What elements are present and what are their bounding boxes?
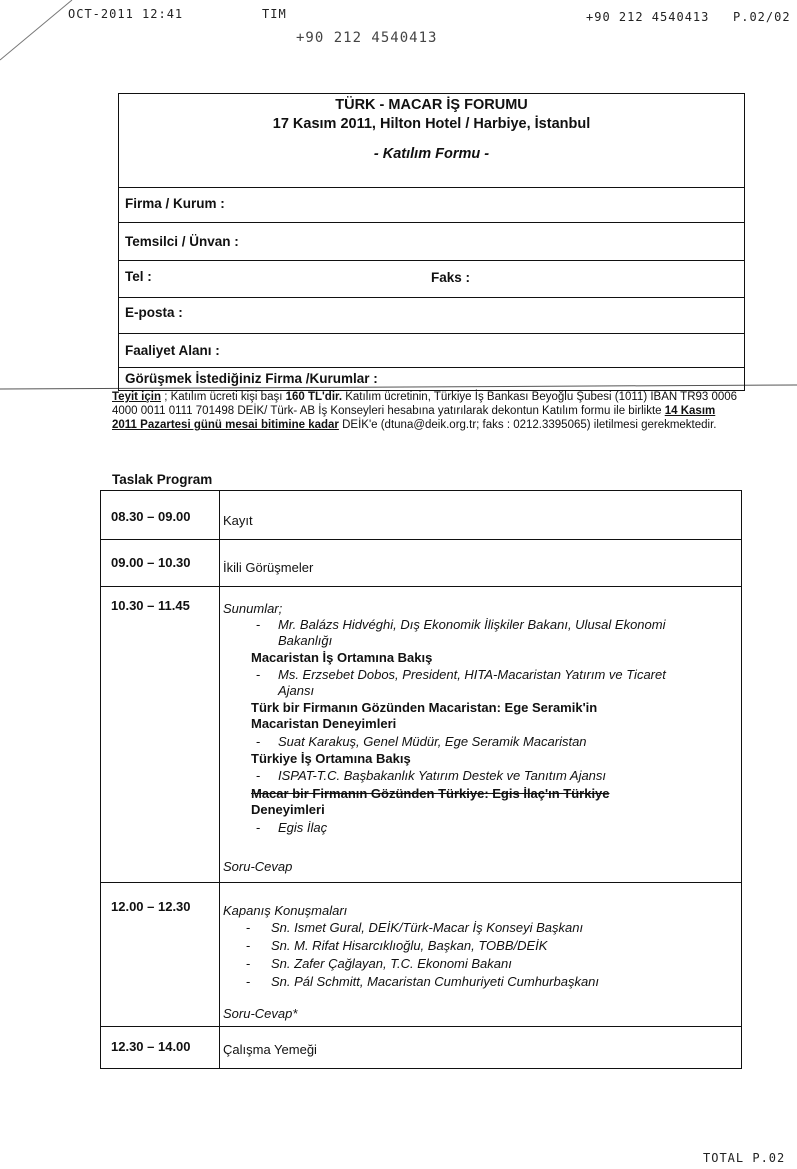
note-text-2: Katılım ücretinin, Türkiye İş Bankası Beyoğlu Şubesi (1011) IBAN TR93 0006 4000 0011 0111 701498 DEİK/ Türk- AB İş Konseyleri hesabına yatırılarak dekontun Katılım formu ile birlikte bbox=[112, 391, 738, 417]
faaliyet-label: Faaliyet Alanı : bbox=[125, 343, 220, 358]
closing-intro: Kapanış Konuşmaları bbox=[223, 903, 348, 918]
sunumlar-intro: Sunumlar; bbox=[223, 601, 283, 616]
form-title: TÜRK - MACAR İŞ FORUMU bbox=[335, 97, 528, 113]
row-time: 08.30 – 09.00 bbox=[111, 509, 191, 524]
note-fee: 160 TL'dir. bbox=[285, 391, 343, 403]
session-heading: Türk bir Firmanın Gözünden Macaristan: Ege Seramik'in bbox=[251, 700, 598, 715]
row-title: Kayıt bbox=[223, 513, 253, 528]
column-divider bbox=[219, 883, 220, 1026]
note-text-3: DEİK'e (dtuna@deik.org.tr; faks : 0212.3395065) iletilmesi gerekmektedir. bbox=[338, 419, 717, 431]
fax-scan-line bbox=[0, 0, 80, 70]
row-title: Çalışma Yemeği bbox=[223, 1042, 317, 1057]
speaker-line: Egis İlaç bbox=[278, 820, 328, 835]
speaker-line: Bakanlığı bbox=[278, 633, 333, 648]
row-time: 10.30 – 11.45 bbox=[111, 598, 190, 613]
temsilci-field[interactable] bbox=[119, 222, 744, 260]
session-heading: Türkiye İş Ortamına Bakış bbox=[251, 751, 411, 766]
confirmation-note bbox=[112, 390, 742, 432]
program-row bbox=[101, 491, 741, 539]
speaker-line: Mr. Balázs Hidvéghi, Dış Ekonomik İlişkiler Bakanı, Ulusal Ekonomi bbox=[278, 617, 666, 632]
fax-page: P.02/02 bbox=[733, 10, 791, 24]
program-row: 12.00 – 12.30 Kapanış Konuşmaları - Sn. Ismet Gural, DEİK/Türk-Macar İş Konseyi Başkanı - Sn. M. Rifat Hisarcıklıoğlu, Başkan, TOBB/DEİK - Sn. Zafer Çağlayan, T.C. Ekonomi Bakanı - Sn. Pál Schmitt, Macaristan Cumhuriyeti Cumhurbaşkanı Soru-Cevap* bbox=[101, 882, 741, 1026]
speaker-line: Sn. Zafer Çağlayan, T.C. Ekonomi Bakanı bbox=[271, 956, 512, 971]
form-label: - Katılım Formu - bbox=[373, 146, 490, 162]
firma-field[interactable] bbox=[119, 187, 744, 222]
speaker-line: Sn. Ismet Gural, DEİK/Türk-Macar İş Konseyi Başkanı bbox=[271, 920, 584, 935]
program-row bbox=[101, 539, 741, 586]
note-deadline: 14 Kasım 2011 Pazartesi günü mesai bitimine kadar bbox=[112, 405, 716, 431]
fax-number-stamp: +90 212 4540413 bbox=[296, 30, 438, 46]
gorusmek-field[interactable] bbox=[119, 367, 744, 390]
qa-label: Soru-Cevap* bbox=[223, 1006, 298, 1021]
row-time: 12.30 – 14.00 bbox=[111, 1039, 191, 1054]
speaker-line: Ms. Erzsebet Dobos, President, HITA-Macaristan Yatırım ve Ticaret bbox=[278, 667, 666, 682]
gorusmek-label: Görüşmek İstediğiniz Firma /Kurumlar : bbox=[125, 371, 378, 386]
session-heading: Macaristan Deneyimleri bbox=[251, 716, 397, 731]
fax-sender: TIM bbox=[262, 7, 287, 21]
faks-label: Faks : bbox=[431, 270, 471, 285]
session-heading: Macaristan İş Ortamına Bakış bbox=[251, 650, 433, 665]
session-heading: Deneyimleri bbox=[251, 802, 325, 817]
fax-total: TOTAL P.02 bbox=[703, 1151, 786, 1165]
row-title: İkili Görüşmeler bbox=[223, 560, 314, 575]
speaker-line: ISPAT-T.C. Başbakanlık Yatırım Destek ve Tanıtım Ajansı bbox=[278, 768, 607, 783]
column-divider bbox=[219, 491, 220, 539]
firma-label: Firma / Kurum : bbox=[125, 196, 225, 211]
speaker-line: Sn. M. Rifat Hisarcıklıoğlu, Başkan, TOBB/DEİK bbox=[271, 938, 548, 953]
column-divider bbox=[219, 540, 220, 586]
program-table bbox=[100, 490, 742, 1069]
program-heading: Taslak Program bbox=[112, 472, 213, 487]
form-subtitle: 17 Kasım 2011, Hilton Hotel / Harbiye, İstanbul bbox=[272, 116, 591, 132]
session-heading: Macar bir Firmanın Gözünden Türkiye: Egis İlaç'ın Türkiye bbox=[251, 786, 610, 801]
row-time: 12.00 – 12.30 bbox=[111, 899, 191, 914]
note-text-1: ; Katılım ücreti kişi başı bbox=[161, 391, 286, 403]
eposta-label: E-posta : bbox=[125, 305, 183, 320]
column-divider bbox=[219, 1027, 220, 1068]
eposta-field[interactable] bbox=[119, 297, 744, 333]
speaker-line: Suat Karakuş, Genel Müdür, Ege Seramik Macaristan bbox=[278, 734, 587, 749]
fax-number: +90 212 4540413 bbox=[586, 10, 710, 24]
qa-label: Soru-Cevap bbox=[223, 859, 293, 874]
faaliyet-field[interactable] bbox=[119, 333, 744, 367]
note-lead: Teyit için bbox=[112, 391, 161, 403]
program-row bbox=[101, 1026, 741, 1068]
fax-date-time: OCT-2011 12:41 bbox=[68, 7, 184, 21]
speaker-line: Sn. Pál Schmitt, Macaristan Cumhuriyeti Cumhurbaşkanı bbox=[271, 974, 600, 989]
tel-faks-field[interactable] bbox=[119, 260, 744, 297]
temsilci-label: Temsilci / Ünvan : bbox=[125, 234, 239, 249]
registration-form bbox=[118, 93, 745, 391]
tel-label: Tel : bbox=[125, 269, 152, 284]
row-time: 09.00 – 10.30 bbox=[111, 555, 191, 570]
column-divider bbox=[219, 587, 220, 882]
program-row: 10.30 – 11.45 Sunumlar; - Mr. Balázs Hidvéghi, Dış Ekonomik İlişkiler Bakanı, Ulusal Ekonomi Bakanlığı Macaristan İş Ortamına Bakış - Ms. Erzsebet Dobos, President, HITA-Macaristan Yatırım ve Ticaret Ajansı Türk bir Firmanın Gözünden Macaristan: Ege Seramik'in Macaristan Deneyimleri - Suat Karakuş, Genel Müdür, Ege Seramik Macaristan Türkiye İş Ortamına Bakış - ISPAT-T.C. Başbakanlık Yatırım Destek ve Tanıtım Ajansı Macar bir Firmanın Gözünden Türkiye: Egis İlaç'ın Türkiye Deneyimleri - Egis İlaç Soru-Cevap bbox=[101, 586, 741, 882]
speaker-line: Ajansı bbox=[278, 683, 315, 698]
